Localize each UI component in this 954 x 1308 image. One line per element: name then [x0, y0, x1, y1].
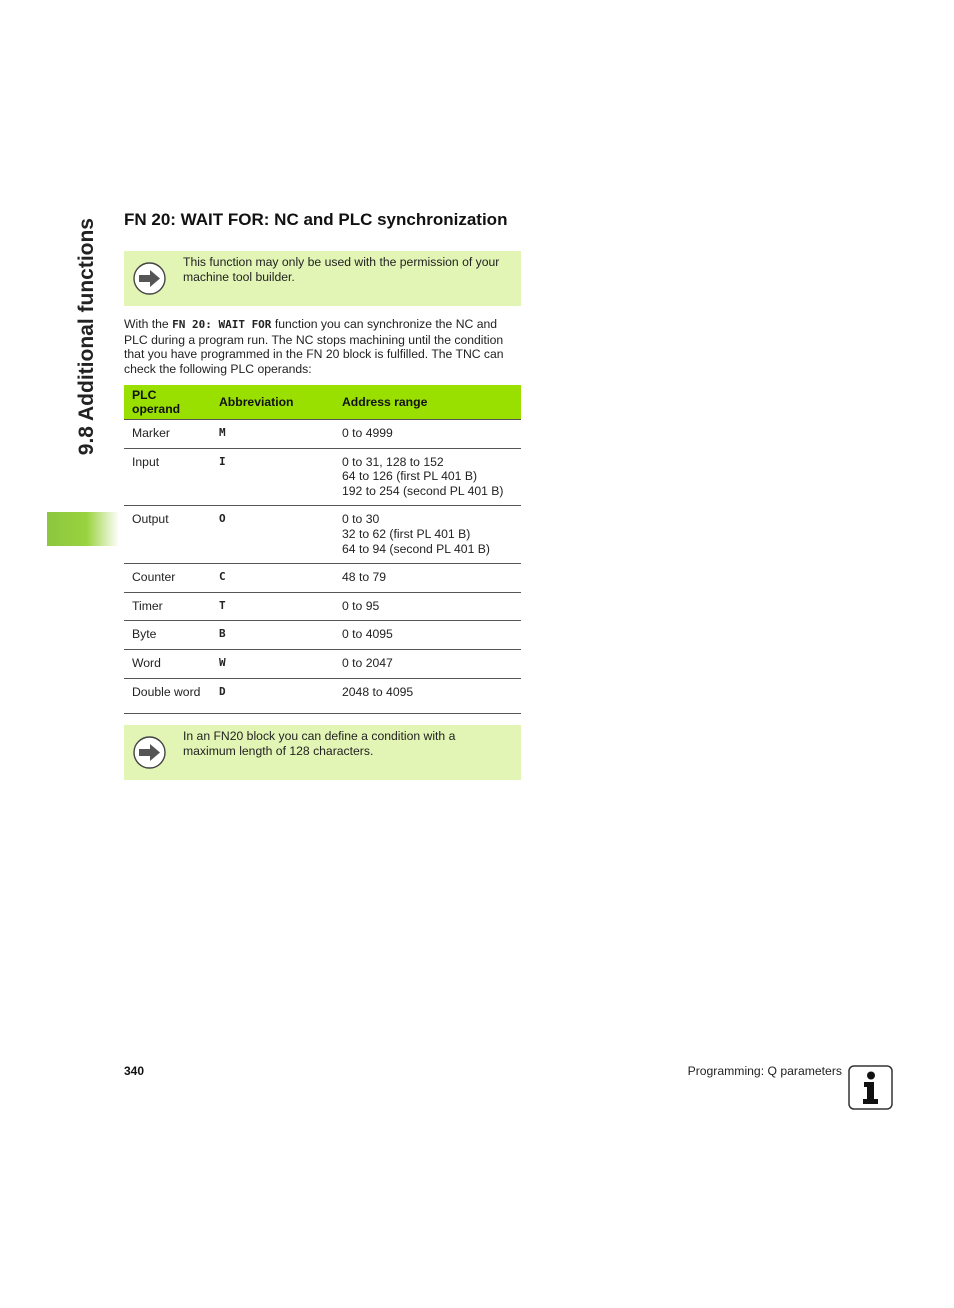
address-range-cell: [334, 420, 521, 449]
note-text: This function may only be used with the permission of your machine tool builder.: [183, 255, 500, 284]
abbreviation-cell: I: [211, 448, 334, 506]
table-row: [124, 621, 521, 650]
operand-cell: Timer: [124, 592, 211, 621]
address-range-cell: [334, 448, 521, 506]
intro-text-after: function you can synchronize the NC and PLC during a program run. The NC stops machining until the condition that you have programmed in the FN 20 block is fulfilled. The TNC can check the following PLC operands:: [124, 317, 504, 376]
table-body: [124, 420, 521, 714]
table-row: [124, 592, 521, 621]
header-abbreviation: Abbreviation: [211, 385, 334, 420]
address-range-line: 0 to 2047: [342, 655, 393, 670]
address-range-cell: [334, 621, 521, 650]
address-range-line: 0 to 95: [342, 598, 380, 613]
address-range-line: 192 to 254 (second PL 401 B): [342, 483, 504, 498]
footer-chapter-title: Programming: Q parameters: [687, 1064, 842, 1078]
operand-cell: Double word: [124, 678, 211, 714]
address-range-line: 0 to 4095: [342, 627, 393, 642]
operand-cell: Counter: [124, 564, 211, 593]
address-range-cell: [334, 564, 521, 593]
table-row: [124, 649, 521, 678]
table-row: [124, 420, 521, 449]
operand-cell: Marker: [124, 420, 211, 449]
note-box-permission: [124, 251, 521, 306]
address-range-line: 48 to 79: [342, 570, 387, 585]
arrow-right-icon: [133, 736, 166, 769]
operand-cell: Word: [124, 649, 211, 678]
table-header-row: [124, 385, 521, 420]
table-row: [124, 678, 521, 714]
section-heading: FN 20: WAIT FOR: NC and PLC synchronization: [124, 210, 508, 229]
abbreviation-cell: T: [211, 592, 334, 621]
address-range-line: 64 to 94 (second PL 401 B): [342, 541, 490, 556]
header-address-range: Address range: [334, 385, 521, 420]
note-text: In an FN20 block you can define a condition with a maximum length of 128 characters.: [183, 729, 456, 758]
address-range-cell: [334, 649, 521, 678]
section-tab-marker: [47, 512, 119, 546]
abbreviation-cell: B: [211, 621, 334, 650]
address-range-line: 2048 to 4095: [342, 684, 414, 699]
fn20-code: FN 20: WAIT FOR: [172, 318, 272, 331]
address-range-cell: [334, 592, 521, 621]
intro-paragraph: [124, 317, 521, 376]
header-plc-operand: PLC operand: [124, 385, 211, 420]
address-range-line: 0 to 4999: [342, 426, 393, 440]
table-row: [124, 448, 521, 506]
note-box-condition-length: [124, 725, 521, 780]
abbreviation-cell: M: [211, 420, 334, 449]
address-range-line: 0 to 31, 128 to 152: [342, 454, 444, 469]
section-title-vertical: 9.8 Additional functions: [75, 218, 98, 456]
address-range-line: 32 to 62 (first PL 401 B): [342, 526, 471, 541]
page-number: 340: [124, 1064, 145, 1078]
operand-cell: Byte: [124, 621, 211, 650]
table-row: [124, 506, 521, 564]
abbreviation-cell: W: [211, 649, 334, 678]
intro-text-before: With the: [124, 317, 173, 331]
info-icon: [848, 1065, 893, 1110]
abbreviation-cell: O: [211, 506, 334, 564]
address-range-cell: [334, 678, 521, 714]
operand-cell: Input: [124, 448, 211, 506]
abbreviation-cell: C: [211, 564, 334, 593]
arrow-right-icon: [133, 262, 166, 295]
abbreviation-cell: D: [211, 678, 334, 714]
address-range-line: 0 to 30: [342, 512, 380, 527]
plc-operands-table: [124, 385, 521, 714]
address-range-line: 64 to 126 (first PL 401 B): [342, 469, 478, 484]
address-range-cell: [334, 506, 521, 564]
table-row: [124, 564, 521, 593]
operand-cell: Output: [124, 506, 211, 564]
